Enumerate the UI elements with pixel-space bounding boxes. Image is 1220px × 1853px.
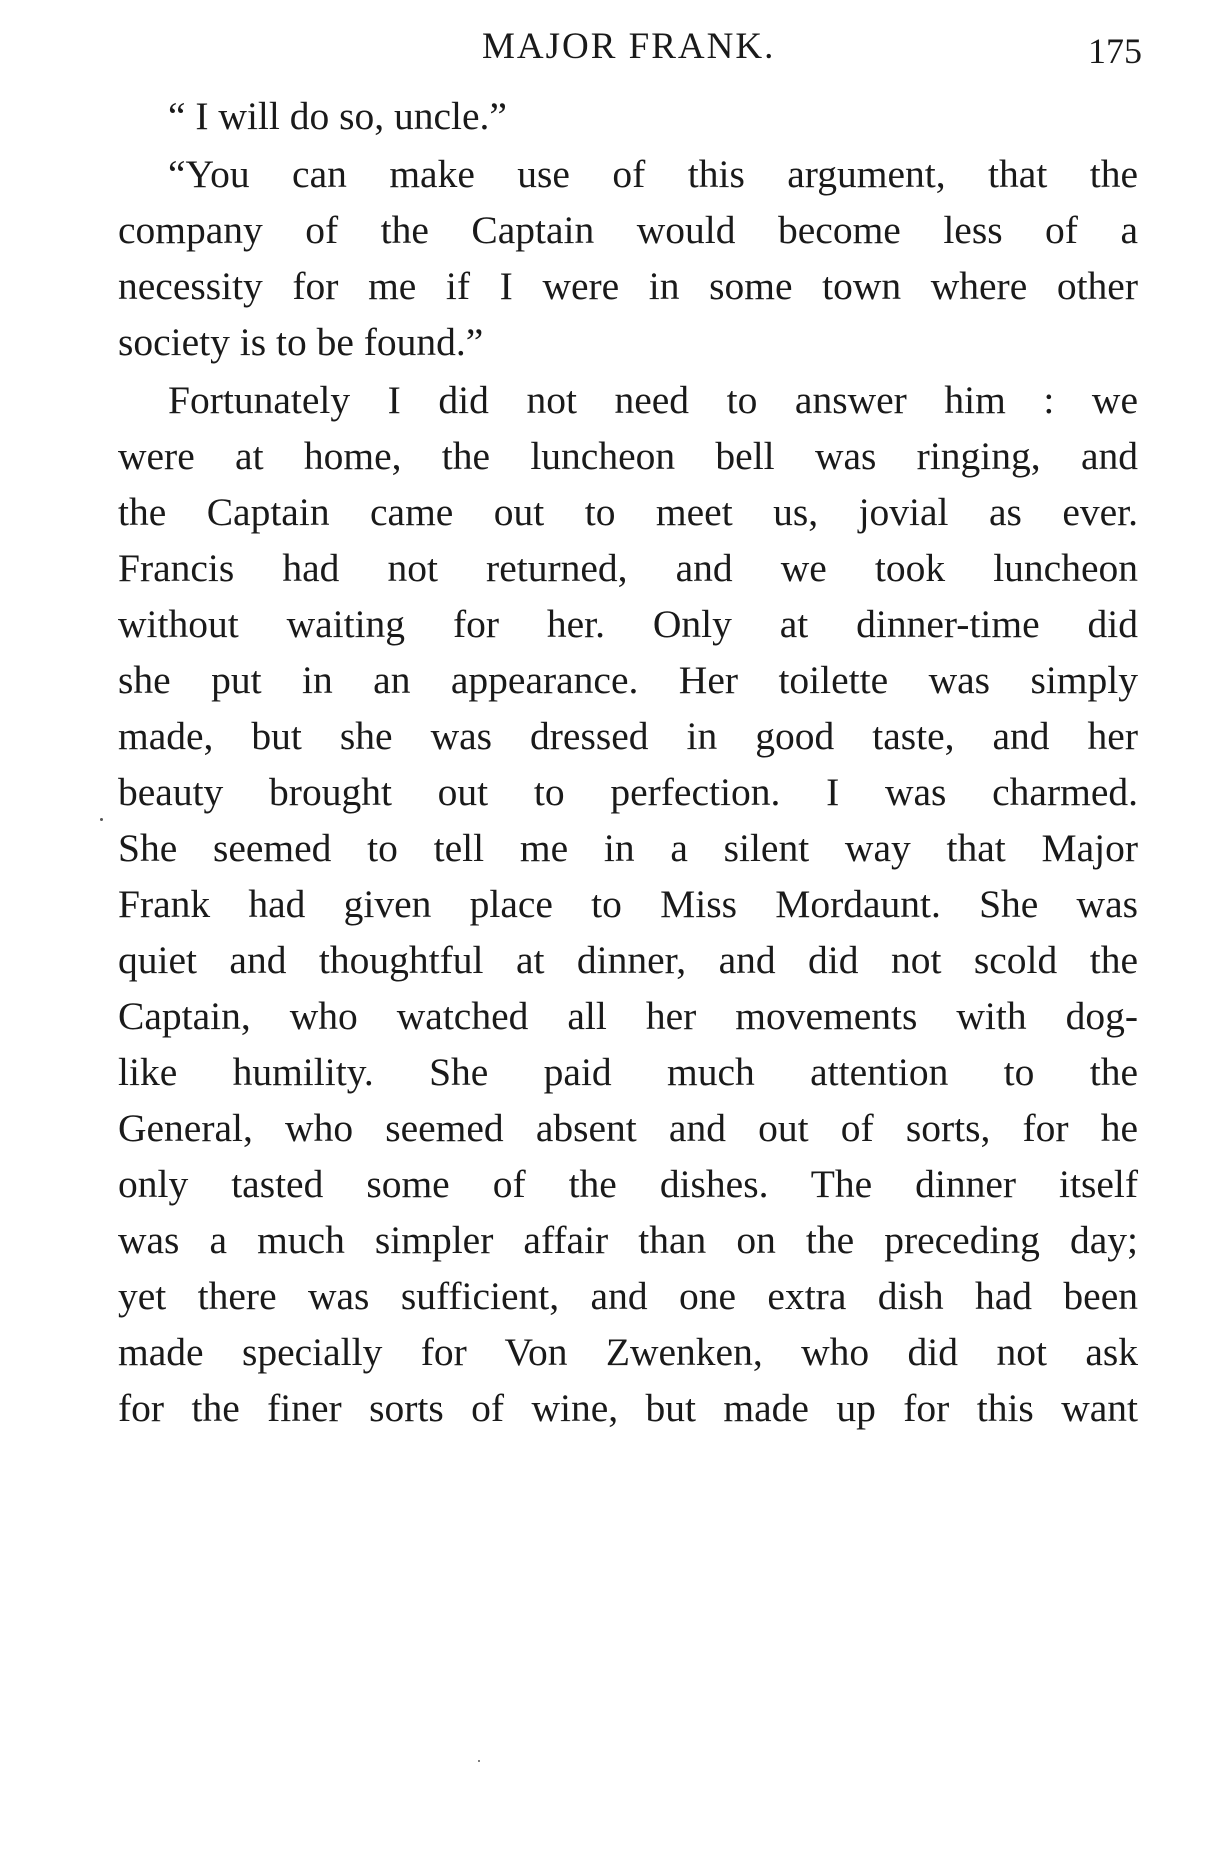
text-line: necessity for me if I were in some town where other — [118, 264, 1138, 308]
text-line: yet there was sufficient, and one extra dish had been — [118, 1274, 1138, 1318]
text-line: “You can make use of this argument, that the — [168, 152, 1138, 196]
text-line: Captain, who watched all her movements with dog- — [118, 994, 1138, 1038]
text-line: beauty brought out to perfection. I was charmed. — [118, 770, 1138, 814]
text-line: made, but she was dressed in good taste, and her — [118, 714, 1138, 758]
text-line: without waiting for her. Only at dinner-time did — [118, 602, 1138, 646]
text-line: like humility. She paid much attention to the — [118, 1050, 1138, 1094]
text-line: Fortunately I did not need to answer him : we — [168, 378, 1138, 422]
page-number: 175 — [1088, 31, 1142, 71]
text-line: for the finer sorts of wine, but made up for this want — [118, 1386, 1138, 1430]
text-line: made specially for Von Zwenken, who did not ask — [118, 1330, 1138, 1374]
text-line: Francis had not returned, and we took luncheon — [118, 546, 1138, 590]
text-line: she put in an appearance. Her toilette was simply — [118, 658, 1138, 702]
text-line: Frank had given place to Miss Mordaunt. She was — [118, 882, 1138, 926]
text-line: was a much simpler affair than on the preceding day; — [118, 1218, 1138, 1262]
text-line: quiet and thoughtful at dinner, and did not scold the — [118, 938, 1138, 982]
text-line: company of the Captain would become less of a — [118, 208, 1138, 252]
text-line: the Captain came out to meet us, jovial as ever. — [118, 490, 1138, 534]
running-header-title: MAJOR FRANK. — [482, 26, 776, 67]
text-line: were at home, the luncheon bell was ringing, and — [118, 434, 1138, 478]
text-line: General, who seemed absent and out of sorts, for he — [118, 1106, 1138, 1150]
text-line: “ I will do so, uncle.” — [168, 94, 507, 138]
scan-speck — [100, 818, 103, 821]
text-line: only tasted some of the dishes. The dinner itself — [118, 1162, 1138, 1206]
text-line: She seemed to tell me in a silent way that Major — [118, 826, 1138, 870]
scan-speck — [478, 1760, 480, 1762]
text-line: society is to be found.” — [118, 320, 484, 364]
